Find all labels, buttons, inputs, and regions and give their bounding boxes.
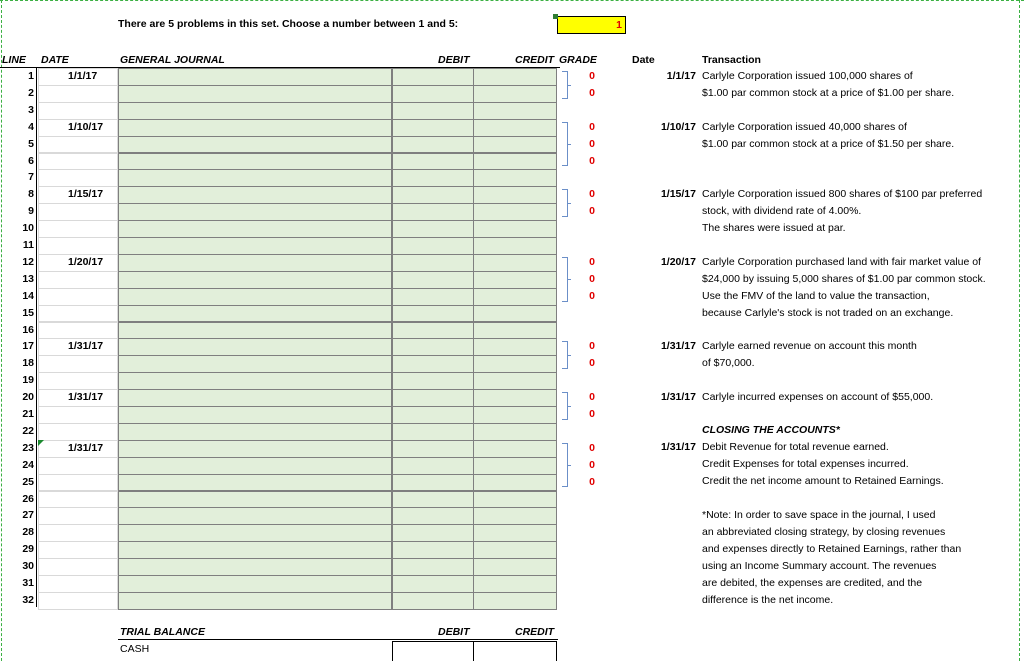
- journal-account-cell[interactable]: [118, 220, 392, 238]
- line-number: 31: [22, 577, 34, 589]
- grade-value: 0: [589, 408, 595, 420]
- journal-debit-cell[interactable]: [392, 271, 474, 289]
- journal-account-cell[interactable]: [118, 322, 392, 340]
- journal-account-cell[interactable]: [118, 169, 392, 187]
- journal-credit-cell[interactable]: [473, 186, 557, 204]
- journal-credit-cell[interactable]: [473, 558, 557, 576]
- journal-credit-cell[interactable]: [473, 372, 557, 390]
- journal-account-cell[interactable]: [118, 507, 392, 525]
- transaction-date: 1/31/17: [660, 391, 696, 404]
- journal-account-cell[interactable]: [118, 203, 392, 221]
- journal-credit-cell[interactable]: [473, 322, 557, 340]
- journal-credit-cell[interactable]: [473, 474, 557, 492]
- journal-account-cell[interactable]: [118, 153, 392, 171]
- line-number: 5: [28, 137, 34, 150]
- line-number: 17: [22, 340, 34, 353]
- journal-credit-cell[interactable]: [473, 102, 557, 120]
- journal-debit-cell[interactable]: [392, 524, 474, 542]
- transaction-date: 1/15/17: [660, 188, 696, 201]
- journal-date-cell[interactable]: [38, 220, 118, 238]
- journal-credit-cell[interactable]: [473, 153, 557, 171]
- header-general-journal: GENERAL JOURNAL: [120, 54, 225, 66]
- journal-debit-cell[interactable]: [392, 338, 474, 356]
- journal-credit-cell[interactable]: [473, 524, 557, 542]
- journal-debit-cell[interactable]: [392, 372, 474, 390]
- trial-balance-cash-credit[interactable]: [473, 641, 557, 661]
- transaction-text: Carlyle incurred expenses on account of $55,000.: [702, 391, 934, 404]
- grade-value: 0: [589, 137, 595, 150]
- journal-date-cell[interactable]: [38, 355, 118, 373]
- journal-date-cell[interactable]: [38, 136, 118, 154]
- journal-account-cell[interactable]: [118, 558, 392, 576]
- journal-debit-cell[interactable]: [392, 355, 474, 373]
- journal-date-cell[interactable]: [38, 203, 118, 221]
- journal-account-cell[interactable]: [118, 457, 392, 475]
- journal-debit-cell[interactable]: [392, 322, 474, 340]
- journal-date-cell[interactable]: [38, 372, 118, 390]
- journal-debit-cell[interactable]: [392, 541, 474, 559]
- closing-line-1: Debit Revenue for total revenue earned.: [702, 441, 889, 453]
- journal-debit-cell[interactable]: [392, 68, 474, 86]
- journal-account-cell[interactable]: [118, 474, 392, 492]
- line-number: 7: [28, 171, 34, 184]
- line-number: 4: [28, 120, 34, 133]
- journal-date-cell[interactable]: [38, 507, 118, 525]
- header-line: LINE: [2, 54, 26, 66]
- journal-account-cell[interactable]: [118, 68, 392, 86]
- transaction-text: Carlyle Corporation issued 800 shares of $100 par preferred: [702, 188, 983, 201]
- journal-credit-cell[interactable]: [473, 305, 557, 323]
- journal-debit-cell[interactable]: [392, 153, 474, 171]
- journal-debit-cell[interactable]: [392, 85, 474, 103]
- journal-debit-cell[interactable]: [392, 389, 474, 407]
- journal-account-cell[interactable]: [118, 288, 392, 306]
- journal-account-cell[interactable]: [118, 406, 392, 424]
- journal-date-cell[interactable]: [38, 423, 118, 441]
- journal-debit-cell[interactable]: [392, 203, 474, 221]
- transaction-date: 1/20/17: [660, 255, 696, 268]
- journal-debit-cell[interactable]: [392, 254, 474, 272]
- grade-bracket-tick: [567, 85, 571, 86]
- journal-date-cell[interactable]: [38, 457, 118, 475]
- journal-entry-date: 1/31/17: [68, 340, 104, 353]
- journal-date-cell[interactable]: [38, 524, 118, 542]
- line-number: 28: [22, 526, 34, 539]
- journal-entry-date: 1/10/17: [68, 120, 104, 133]
- line-number: 26: [22, 492, 34, 505]
- grade-value: 0: [589, 441, 595, 454]
- journal-account-cell[interactable]: [118, 102, 392, 120]
- line-number: 11: [22, 239, 34, 251]
- line-number: 21: [22, 408, 34, 420]
- line-number: 24: [22, 458, 34, 471]
- transaction-text: $24,000 by issuing 5,000 shares of $1.00 par common stock.: [702, 272, 986, 285]
- journal-debit-cell[interactable]: [392, 102, 474, 120]
- journal-account-cell[interactable]: [118, 372, 392, 390]
- line-number: 6: [28, 154, 34, 167]
- journal-debit-cell[interactable]: [392, 406, 474, 424]
- journal-account-cell[interactable]: [118, 338, 392, 356]
- journal-debit-cell[interactable]: [392, 305, 474, 323]
- journal-date-cell[interactable]: [38, 592, 118, 610]
- header-debit: DEBIT: [438, 54, 470, 66]
- grade-value: 0: [589, 391, 595, 404]
- journal-account-cell[interactable]: [118, 440, 392, 458]
- line-number: 1: [28, 70, 34, 82]
- grade-value: 0: [589, 458, 595, 471]
- journal-debit-cell[interactable]: [392, 491, 474, 509]
- line-number: 16: [22, 323, 34, 336]
- line-number: 30: [22, 560, 34, 573]
- journal-credit-cell[interactable]: [473, 389, 557, 407]
- transaction-text: Carlyle Corporation issued 100,000 shares of: [702, 70, 913, 82]
- journal-credit-cell[interactable]: [473, 575, 557, 593]
- instruction-text: There are 5 problems in this set. Choose a number between 1 and 5:: [118, 18, 459, 30]
- transaction-text: $1.00 par common stock at a price of $1.00 per share.: [702, 87, 955, 99]
- transaction-date: 1/10/17: [660, 120, 696, 133]
- journal-credit-cell[interactable]: [473, 507, 557, 525]
- closing-line-3: Credit the net income amount to Retained Earnings.: [702, 475, 944, 487]
- transaction-text: The shares were issued at par.: [702, 222, 846, 235]
- transaction-text: $1.00 par common stock at a price of $1.50 per share.: [702, 137, 955, 150]
- journal-account-cell[interactable]: [118, 254, 392, 272]
- transaction-text: Carlyle Corporation purchased land with fair market value of: [702, 255, 981, 268]
- journal-debit-cell[interactable]: [392, 220, 474, 238]
- journal-account-cell[interactable]: [118, 491, 392, 509]
- grade-value: 0: [589, 86, 595, 99]
- journal-account-cell[interactable]: [118, 85, 392, 103]
- trial-balance-debit-header: DEBIT: [438, 626, 470, 638]
- trial-balance-credit-header: CREDIT: [515, 626, 555, 638]
- journal-account-cell[interactable]: [118, 389, 392, 407]
- journal-credit-cell[interactable]: [473, 85, 557, 103]
- journal-debit-cell[interactable]: [392, 186, 474, 204]
- journal-credit-cell[interactable]: [473, 271, 557, 289]
- journal-account-cell[interactable]: [118, 271, 392, 289]
- journal-date-cell[interactable]: [38, 271, 118, 289]
- journal-debit-cell[interactable]: [392, 592, 474, 610]
- line-number: 25: [22, 475, 34, 488]
- journal-credit-cell[interactable]: [473, 203, 557, 221]
- journal-account-cell[interactable]: [118, 186, 392, 204]
- grade-value: 0: [589, 188, 595, 201]
- line-number: 22: [22, 424, 34, 437]
- journal-debit-cell[interactable]: [392, 474, 474, 492]
- note-line-4: using an Income Summary account. The revenues: [702, 560, 937, 572]
- journal-credit-cell[interactable]: [473, 541, 557, 559]
- journal-credit-cell[interactable]: [473, 491, 557, 509]
- journal-credit-cell[interactable]: [473, 254, 557, 272]
- journal-credit-cell[interactable]: [473, 119, 557, 137]
- line-number: 19: [22, 374, 34, 387]
- transactions-date-header: Date: [632, 54, 655, 66]
- journal-date-cell[interactable]: [38, 406, 118, 424]
- journal-account-cell[interactable]: [118, 136, 392, 154]
- journal-date-cell[interactable]: [38, 169, 118, 187]
- journal-entry-date: 1/20/17: [68, 255, 104, 268]
- journal-entry-date: 1/1/17: [68, 70, 98, 82]
- note-line-1: *Note: In order to save space in the journal, I used: [702, 509, 936, 521]
- transaction-text: stock, with dividend rate of 4.00%.: [702, 205, 862, 218]
- problem-number-value: 1: [616, 19, 622, 31]
- grade-bracket-tick: [567, 465, 571, 466]
- line-column-divider: [36, 67, 37, 607]
- journal-debit-cell[interactable]: [392, 237, 474, 255]
- journal-debit-cell[interactable]: [392, 423, 474, 441]
- journal-debit-cell[interactable]: [392, 558, 474, 576]
- journal-debit-cell[interactable]: [392, 136, 474, 154]
- journal-credit-cell[interactable]: [473, 237, 557, 255]
- grade-value: 0: [589, 272, 595, 285]
- page-break-top: [0, 0, 1024, 1]
- journal-date-cell[interactable]: [38, 288, 118, 306]
- journal-debit-cell[interactable]: [392, 169, 474, 187]
- line-number: 3: [28, 103, 34, 116]
- journal-date-cell[interactable]: [38, 153, 118, 171]
- line-number: 27: [22, 509, 34, 522]
- trial-balance-cash-debit[interactable]: [392, 641, 474, 661]
- journal-credit-cell[interactable]: [473, 338, 557, 356]
- page-break-right: [1019, 0, 1020, 661]
- journal-date-cell[interactable]: [38, 558, 118, 576]
- problem-number-input[interactable]: [557, 16, 626, 34]
- journal-account-cell[interactable]: [118, 355, 392, 373]
- line-number: 18: [22, 357, 34, 370]
- transaction-date: 1/31/17: [660, 340, 696, 353]
- line-number: 2: [28, 86, 34, 99]
- transaction-text: Carlyle Corporation issued 40,000 shares of: [702, 120, 907, 133]
- journal-date-cell[interactable]: [38, 85, 118, 103]
- transaction-text: because Carlyle's stock is not traded on an exchange.: [702, 306, 954, 319]
- journal-credit-cell[interactable]: [473, 440, 557, 458]
- line-number: 23: [22, 441, 34, 454]
- line-number: 29: [22, 543, 34, 556]
- grade-bracket-tick: [567, 406, 571, 407]
- journal-account-cell[interactable]: [118, 592, 392, 610]
- closing-line-2: Credit Expenses for total expenses incurred.: [702, 458, 909, 470]
- comment-indicator-icon: [38, 440, 44, 446]
- note-line-3: and expenses directly to Retained Earnings, rather than: [702, 543, 962, 555]
- line-number: 20: [22, 391, 34, 404]
- journal-credit-cell[interactable]: [473, 68, 557, 86]
- line-number: 9: [28, 205, 34, 218]
- journal-credit-cell[interactable]: [473, 406, 557, 424]
- trial-balance-row-cash: CASH: [120, 643, 150, 655]
- header-date: DATE: [41, 54, 69, 66]
- journal-account-cell[interactable]: [118, 237, 392, 255]
- grade-value: 0: [589, 340, 595, 353]
- journal-account-cell[interactable]: [118, 524, 392, 542]
- journal-account-cell[interactable]: [118, 541, 392, 559]
- grade-value: 0: [589, 255, 595, 268]
- journal-account-cell[interactable]: [118, 119, 392, 137]
- journal-debit-cell[interactable]: [392, 575, 474, 593]
- transaction-date: 1/1/17: [666, 70, 696, 82]
- journal-date-cell[interactable]: [38, 322, 118, 340]
- journal-credit-cell[interactable]: [473, 592, 557, 610]
- closing-title: CLOSING THE ACCOUNTS*: [702, 424, 840, 436]
- grade-value: 0: [589, 357, 595, 370]
- note-line-6: difference is the net income.: [702, 594, 834, 606]
- line-number: 8: [28, 188, 34, 201]
- journal-date-cell[interactable]: [38, 305, 118, 323]
- grade-value: 0: [589, 289, 595, 302]
- journal-debit-cell[interactable]: [392, 119, 474, 137]
- line-number: 13: [22, 272, 34, 285]
- grade-value: 0: [589, 205, 595, 218]
- journal-date-cell[interactable]: [38, 102, 118, 120]
- line-number: 10: [22, 222, 34, 235]
- journal-debit-cell[interactable]: [392, 440, 474, 458]
- journal-date-cell[interactable]: [38, 541, 118, 559]
- journal-entry-date: 1/31/17: [68, 391, 104, 404]
- header-credit: CREDIT: [515, 54, 555, 66]
- journal-debit-cell[interactable]: [392, 457, 474, 475]
- transactions-header: Transaction: [702, 54, 761, 66]
- header-grade: GRADE: [559, 54, 597, 66]
- transaction-text: Use the FMV of the land to value the transaction,: [702, 289, 930, 302]
- journal-date-cell[interactable]: [38, 474, 118, 492]
- grade-bracket-tick: [567, 203, 571, 204]
- journal-account-cell[interactable]: [118, 423, 392, 441]
- note-line-2: an abbreviated closing strategy, by closing revenues: [702, 526, 946, 538]
- grade-value: 0: [589, 120, 595, 133]
- journal-date-cell[interactable]: [38, 575, 118, 593]
- journal-credit-cell[interactable]: [473, 169, 557, 187]
- note-line-5: are debited, the expenses are credited, and the: [702, 577, 923, 589]
- grade-bracket-tick: [567, 355, 571, 356]
- active-cell-handle: [553, 14, 558, 19]
- grade-value: 0: [589, 70, 595, 82]
- journal-credit-cell[interactable]: [473, 355, 557, 373]
- line-number: 12: [22, 255, 34, 268]
- transaction-text: Carlyle earned revenue on account this month: [702, 340, 917, 353]
- grade-value: 0: [589, 475, 595, 488]
- grade-bracket-tick: [567, 279, 571, 280]
- journal-credit-cell[interactable]: [473, 220, 557, 238]
- line-number: 14: [22, 289, 34, 302]
- journal-entry-date: 1/31/17: [68, 441, 104, 454]
- transaction-text: of $70,000.: [702, 357, 755, 370]
- journal-credit-cell[interactable]: [473, 288, 557, 306]
- journal-debit-cell[interactable]: [392, 507, 474, 525]
- closing-date: 1/31/17: [660, 441, 696, 453]
- journal-entry-date: 1/15/17: [68, 188, 104, 201]
- line-number: 32: [22, 593, 34, 606]
- journal-date-cell[interactable]: [38, 491, 118, 509]
- journal-account-cell[interactable]: [118, 575, 392, 593]
- journal-credit-cell[interactable]: [473, 136, 557, 154]
- grade-bracket-tick: [567, 144, 571, 145]
- journal-debit-cell[interactable]: [392, 288, 474, 306]
- journal-credit-cell[interactable]: [473, 423, 557, 441]
- journal-credit-cell[interactable]: [473, 457, 557, 475]
- journal-date-cell[interactable]: [38, 237, 118, 255]
- trial-balance-title: TRIAL BALANCE: [120, 626, 205, 638]
- journal-account-cell[interactable]: [118, 305, 392, 323]
- grade-value: 0: [589, 154, 595, 167]
- line-number: 15: [22, 306, 34, 319]
- trial-balance-rule: [118, 639, 558, 640]
